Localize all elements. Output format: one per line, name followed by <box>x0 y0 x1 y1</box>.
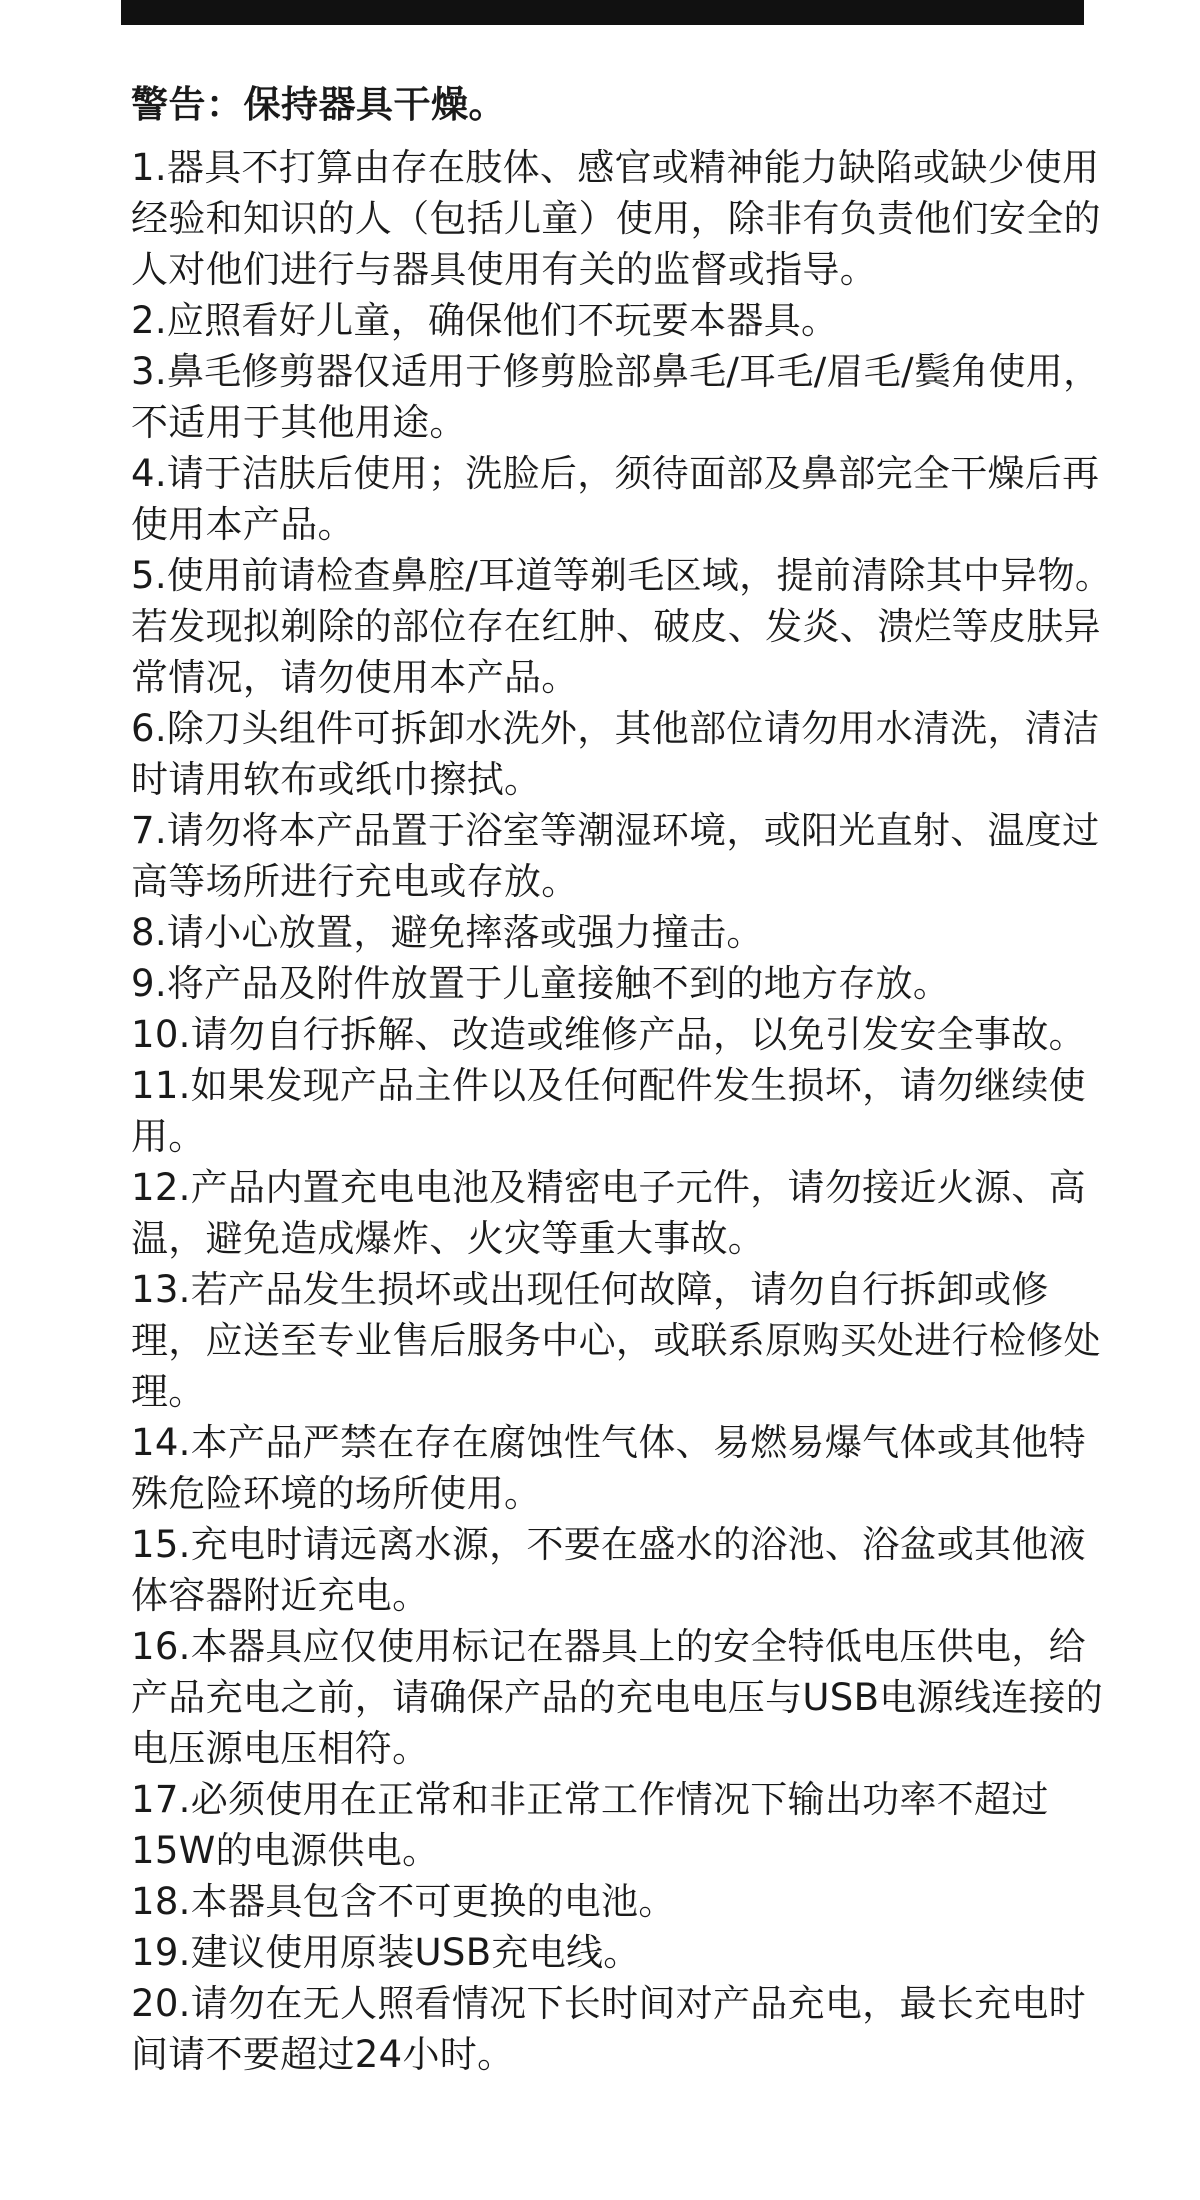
notice-item: 5.使用前请检查鼻腔/耳道等剃毛区域，提前清除其中异物。若发现拟剃除的部位存在红肿、破皮、发炎、溃烂等皮肤异常情况，请勿使用本产品。 <box>131 554 1113 699</box>
safety-notice <box>131 78 1121 2080</box>
notice-item: 1.器具不打算由存在肢体、感官或精神能力缺陷或缺少使用经验和知识的人（包括儿童）使用，除非有负责他们安全的人对他们进行与器具使用有关的监督或指导。 <box>131 146 1101 291</box>
header-bar <box>121 0 1084 25</box>
notice-item: 12.产品内置充电电池及精密电子元件，请勿接近火源、高温，避免造成爆炸、火灾等重大事故。 <box>131 1166 1086 1260</box>
notice-item: 18.本器具包含不可更换的电池。 <box>131 1880 676 1923</box>
notice-item: 9.将产品及附件放置于儿童接触不到的地方存放。 <box>131 962 951 1005</box>
notice-item: 17.必须使用在正常和非正常工作情况下输出功率不超过15W的电源供电。 <box>131 1778 1049 1872</box>
notice-item: 11.如果发现产品主件以及任何配件发生损坏，请勿继续使用。 <box>131 1064 1086 1158</box>
notice-item: 10.请勿自行拆解、改造或维修产品，以免引发安全事故。 <box>131 1013 1086 1056</box>
notice-item: 20.请勿在无人照看情况下长时间对产品充电，最长充电时间请不要超过24小时。 <box>131 1982 1086 2076</box>
notice-item: 19.建议使用原装USB充电线。 <box>131 1931 641 1974</box>
notice-item: 3.鼻毛修剪器仅适用于修剪脸部鼻毛/耳毛/眉毛/鬓角使用，不适用于其他用途。 <box>131 350 1101 444</box>
warning-title: 警告：保持器具干燥。 <box>131 83 506 126</box>
notice-item: 6.除刀头组件可拆卸水洗外，其他部位请勿用水清洗，清洁时请用软布或纸巾擦拭。 <box>131 707 1100 801</box>
notice-item: 13.若产品发生损坏或出现任何故障，请勿自行拆卸或修理，应送至专业售后服务中心，或联系原购买处进行检修处理。 <box>131 1268 1101 1413</box>
notice-item: 15.充电时请远离水源，不要在盛水的浴池、浴盆或其他液体容器附近充电。 <box>131 1523 1086 1617</box>
notice-item: 14.本产品严禁在存在腐蚀性气体、易燃易爆气体或其他特殊危险环境的场所使用。 <box>131 1421 1086 1515</box>
notice-item: 7.请勿将本产品置于浴室等潮湿环境，或阳光直射、温度过高等场所进行充电或存放。 <box>131 809 1100 903</box>
notice-item: 16.本器具应仅使用标记在器具上的安全特低电压供电，给产品充电之前，请确保产品的充电电压与USB电源线连接的电压源电压相符。 <box>131 1625 1104 1770</box>
notice-item: 8.请小心放置，避免摔落或强力撞击。 <box>131 911 764 954</box>
notice-item: 2.应照看好儿童，确保他们不玩要本器具。 <box>131 299 839 342</box>
notice-item: 4.请于洁肤后使用；洗脸后，须待面部及鼻部完全干燥后再使用本产品。 <box>131 452 1100 546</box>
